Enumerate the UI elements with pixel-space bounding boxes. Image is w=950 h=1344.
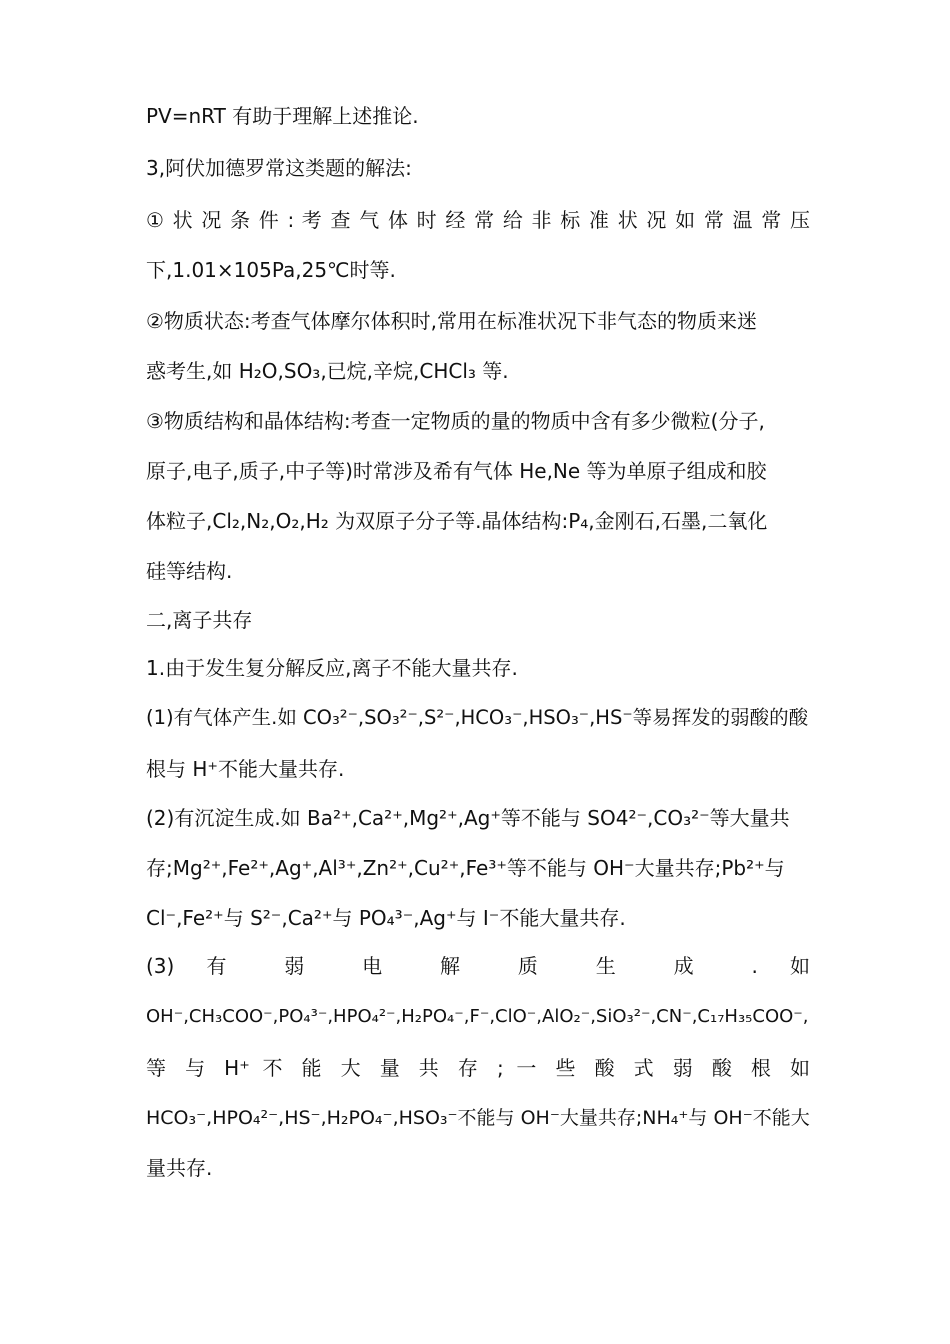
text-line-12: 1.由于发生复分解反应,离子不能大量共存. [146, 656, 518, 680]
text-line-7: ③物质结构和晶体结构:考查一定物质的量的物质中含有多少微粒(分子, [146, 409, 765, 433]
text-line-8: 原子,电子,质子,中子等)时常涉及希有气体 He,Ne 等为单原子组成和胶 [146, 459, 767, 483]
text-line-14: 根与 H⁺不能大量共存. [146, 757, 345, 781]
text-line-5: ②物质状态:考查气体摩尔体积时,常用在标准状况下非气态的物质来迷 [146, 309, 758, 333]
text-line-22: 量共存. [146, 1156, 213, 1180]
text-line-17: Cl⁻,Fe²⁺与 S²⁻,Ca²⁺与 PO₄³⁻,Ag⁺与 I⁻不能大量共存. [146, 906, 626, 930]
text-line-10: 硅等结构. [146, 559, 233, 583]
text-line-16: 存;Mg²⁺,Fe²⁺,Ag⁺,Al³⁺,Zn²⁺,Cu²⁺,Fe³⁺等不能与 OH⁻大量共存;Pb²⁺与 [146, 856, 785, 880]
text-line-18: (3) 有 弱 电 解 质 生 成 . 如 [146, 954, 810, 978]
text-line-1: PV=nRT 有助于理解上述推论. [146, 104, 419, 128]
text-line-20: 等 与 H⁺ 不 能 大 量 共 存 ; 一 些 酸 式 弱 酸 根 如 [146, 1056, 810, 1080]
section-heading: 二,离子共存 [146, 608, 253, 632]
text-line-4: 下,1.01×105Pa,25℃时等. [146, 258, 396, 282]
text-line-15: (2)有沉淀生成.如 Ba²⁺,Ca²⁺,Mg²⁺,Ag⁺等不能与 SO4²⁻,CO₃²⁻等大量共 [146, 806, 790, 830]
text-line-21: HCO₃⁻,HPO₄²⁻,HS⁻,H₂PO₄⁻,HSO₃⁻不能与 OH⁻大量共存;NH₄⁺与 OH⁻不能大 [146, 1107, 810, 1129]
text-line-3: ① 状 况 条 件 : 考 查 气 体 时 经 常 给 非 标 准 状 况 如 常 温 常 压 [146, 208, 810, 232]
text-line-19: OH⁻,CH₃COO⁻,PO₄³⁻,HPO₄²⁻,H₂PO₄⁻,F⁻,ClO⁻,AlO₂⁻,SiO₃²⁻,CN⁻,C₁₇H₃₅COO⁻, [146, 1006, 809, 1027]
text-line-9: 体粒子,Cl₂,N₂,O₂,H₂ 为双原子分子等.晶体结构:P₄,金刚石,石墨,二氧化 [146, 509, 768, 533]
text-line-13: (1)有气体产生.如 CO₃²⁻,SO₃²⁻,S²⁻,HCO₃⁻,HSO₃⁻,HS⁻等易挥发的弱酸的酸 [146, 706, 809, 729]
text-line-6: 惑考生,如 H₂O,SO₃,已烷,辛烷,CHCl₃ 等. [146, 359, 509, 383]
text-line-2: 3,阿伏加德罗常这类题的解法: [146, 156, 412, 180]
